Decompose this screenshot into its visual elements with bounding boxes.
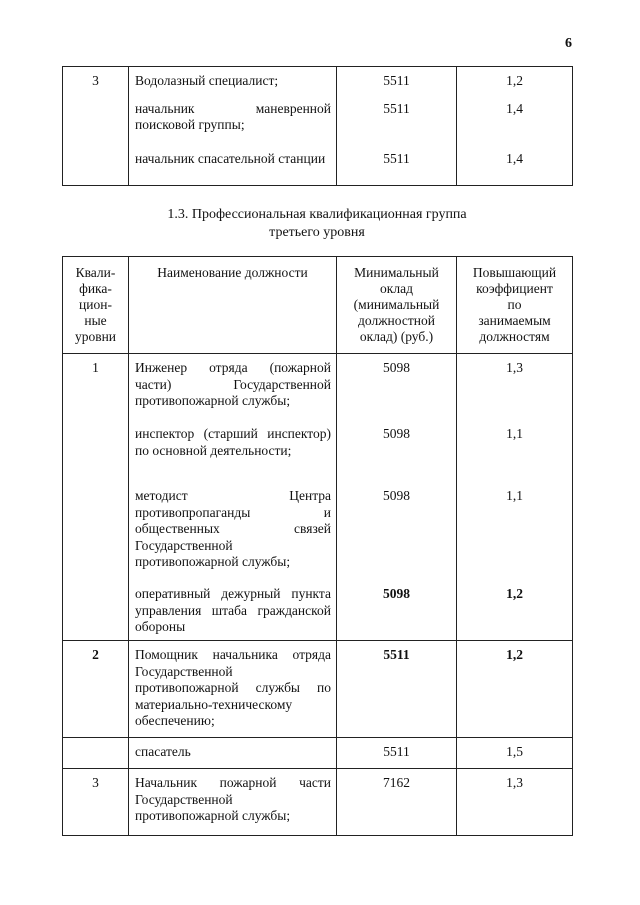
page-number: 6: [565, 36, 572, 51]
level-cell: [63, 738, 129, 769]
header-line: Наименование должности: [157, 265, 308, 280]
qualification-table: [62, 256, 573, 836]
section-title-line: третьего уровня: [269, 225, 365, 240]
level-cell: 1: [63, 354, 129, 641]
coef-value: 1,3: [506, 360, 523, 375]
header-line: уровни: [74, 329, 117, 344]
position-name: спасатель: [135, 744, 191, 759]
header-line: Повышающий: [472, 265, 557, 280]
salary-cell: 5511: [337, 641, 457, 738]
header-salary: [337, 257, 457, 354]
coef-value: 1,2: [506, 586, 523, 601]
coef-cell: 1,2: [457, 641, 573, 738]
header-line: должностной: [358, 313, 435, 328]
header-level: [63, 257, 129, 354]
table-row: [63, 641, 573, 738]
header-line: должностям: [479, 329, 550, 344]
position-name-cell: [129, 67, 337, 186]
position-name: Помощник начальника отряда Государственной противопожарной службы по материально-техническому обеспечению;: [135, 647, 331, 728]
salary-value: 5098: [383, 426, 410, 441]
salary-value: 5511: [383, 151, 410, 166]
position-name: инспектор (старший инспектор) по основной деятельности;: [135, 426, 331, 458]
header-line: по: [507, 297, 522, 312]
salary-cell: [337, 354, 457, 641]
table-row: [63, 738, 573, 769]
top-table: [62, 66, 573, 186]
header-line: фика-: [79, 281, 112, 296]
salary-cell: 7162: [337, 769, 457, 836]
header-line: оклад: [380, 281, 413, 296]
header-line: Квали-: [75, 265, 116, 280]
position-name: оперативный дежурный пункта управления штаба гражданской обороны: [135, 586, 331, 634]
salary-value: 5098: [383, 360, 410, 375]
coef-cell: 1,3: [457, 769, 573, 836]
table-row: [63, 769, 573, 836]
table-header-row: [63, 257, 573, 354]
position-name-cell: [129, 769, 337, 836]
coef-value: 1,1: [506, 426, 523, 441]
salary-value: 5098: [383, 488, 410, 503]
position-name: Водолазный специалист;: [135, 73, 279, 88]
position-name: методист Центра противопропаганды и общественных связей Государственной противопожарной службы;: [135, 488, 331, 569]
salary-value: 5511: [383, 73, 410, 88]
coef-cell: [457, 354, 573, 641]
coef-value: 1,4: [506, 151, 523, 166]
section-title: [62, 206, 572, 242]
position-name: Начальник пожарной части Государственной противопожарной службы;: [135, 775, 331, 823]
header-line: занимаемым: [478, 313, 551, 328]
header-line: оклад) (руб.): [359, 329, 434, 344]
header-line: цион-: [79, 297, 112, 312]
header-line: коэффициент: [476, 281, 553, 296]
salary-cell: [337, 67, 457, 186]
level-cell: 3: [63, 769, 129, 836]
salary-cell: 5511: [337, 738, 457, 769]
salary-value: 5098: [383, 586, 410, 601]
header-line: ные: [84, 313, 107, 328]
coef-value: 1,2: [506, 73, 523, 88]
coef-cell: [457, 67, 573, 186]
position-name: начальник спасательной станции: [135, 151, 326, 166]
header-name: [129, 257, 337, 354]
section-title-line: 1.3. Профессиональная квалификационная группа: [167, 207, 467, 222]
coef-value: 1,4: [506, 101, 523, 116]
table-row: [63, 67, 573, 186]
position-name: начальник маневренной поисковой группы;: [135, 101, 331, 132]
position-name-cell: [129, 738, 337, 769]
header-line: (минимальный: [353, 297, 440, 312]
coef-value: 1,1: [506, 488, 523, 503]
position-name: Инженер отряда (пожарной части) Государственной противопожарной службы;: [135, 360, 331, 408]
level-cell: 2: [63, 641, 129, 738]
position-name-cell: [129, 641, 337, 738]
table-row: [63, 354, 573, 641]
coef-cell: 1,5: [457, 738, 573, 769]
salary-value: 5511: [383, 101, 410, 116]
header-coef: [457, 257, 573, 354]
header-line: Минимальный: [354, 265, 439, 280]
position-name-cell: [129, 354, 337, 641]
level-cell: 3: [63, 67, 129, 186]
